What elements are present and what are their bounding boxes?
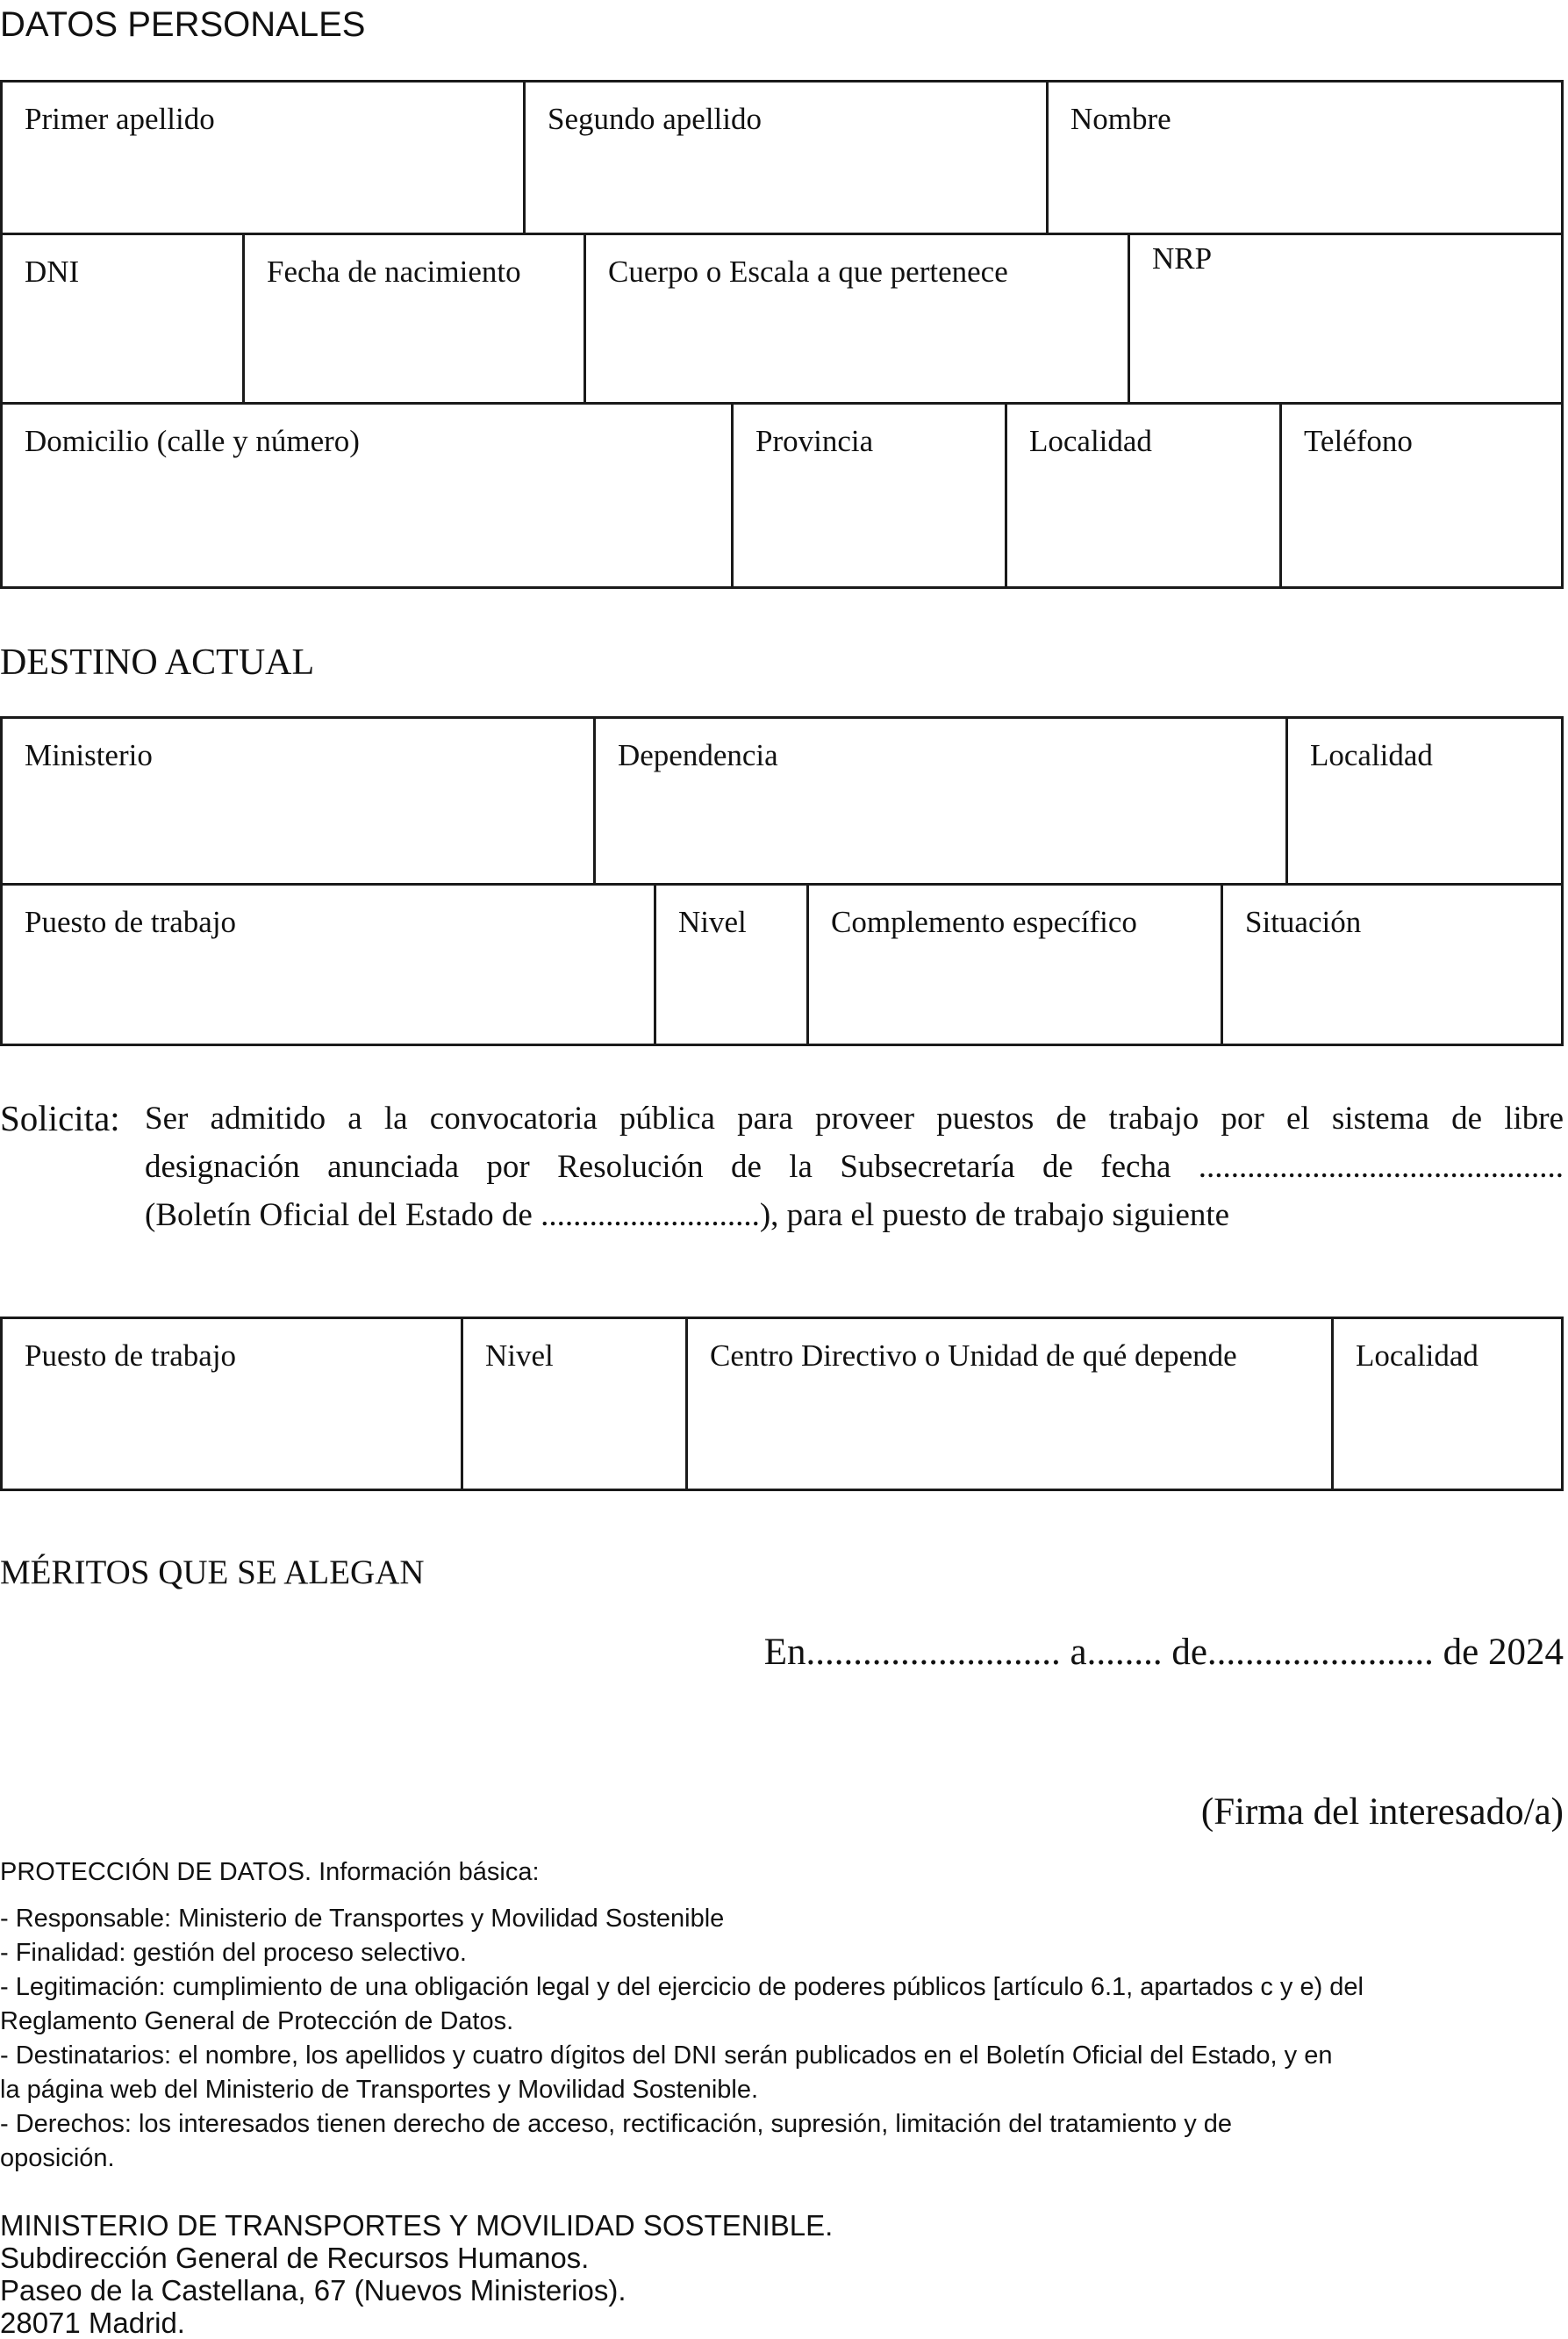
field-puesto-trabajo-solicitado[interactable] (2, 1318, 462, 1490)
proteccion-list (0, 1902, 1364, 2176)
field-localidad-destino[interactable] (1287, 718, 1563, 885)
field-label: Localidad (1310, 738, 1433, 772)
proteccion-line: - Legitimación: cumplimiento de una obligación legal y del ejercicio de poderes públicos [artículo 6.1, apartados c y e) del (0, 1973, 1364, 2001)
field-label: Centro Directivo o Unidad de qué depende (710, 1338, 1237, 1373)
field-ministerio[interactable] (2, 718, 595, 885)
field-centro-directivo[interactable] (687, 1318, 1333, 1490)
field-label: NRP (1152, 241, 1213, 276)
direccion-line: 28071 Madrid. (0, 2307, 185, 2339)
field-primer-apellido[interactable] (2, 82, 525, 234)
field-dni[interactable] (2, 234, 244, 404)
field-label: Nombre (1070, 102, 1171, 136)
proteccion-line: Reglamento General de Protección de Datos. (0, 2007, 514, 2035)
field-situacion[interactable] (1222, 885, 1563, 1045)
firma-label: (Firma del interesado/a) (1200, 1791, 1564, 1833)
field-label: Ministerio (25, 738, 153, 772)
solicita-line-3: (Boletín Oficial del Estado de ...........................), para el puesto de trabajo siguiente (145, 1197, 1230, 1233)
field-label: Nivel (678, 905, 747, 939)
field-nivel-solicitado[interactable] (462, 1318, 687, 1490)
proteccion-line: la página web del Ministerio de Transportes y Movilidad Sostenible. (0, 2076, 759, 2104)
solicita-label: Solicita: (0, 1098, 120, 1138)
direccion-block (0, 2209, 833, 2339)
field-label: Localidad (1029, 424, 1152, 458)
proteccion-line: - Derechos: los interesados tienen derecho de acceso, rectificación, supresión, limitación del tratamiento y de (0, 2110, 1233, 2138)
field-label: Puesto de trabajo (25, 1338, 237, 1373)
direccion-line: Subdirección General de Recursos Humanos. (0, 2242, 590, 2274)
field-domicilio[interactable] (2, 404, 733, 588)
puesto-solicitado-row (0, 1317, 1564, 1491)
field-label: Fecha de nacimiento (267, 255, 521, 289)
proteccion-line: - Finalidad: gestión del proceso selectivo. (0, 1939, 467, 1967)
proteccion-title: PROTECCIÓN DE DATOS. Información básica: (0, 1858, 540, 1886)
field-segundo-apellido[interactable] (525, 82, 1048, 234)
fecha-line: En........................... a........ de........................ de 2024 (763, 1632, 1564, 1673)
field-label: Cuerpo o Escala a que pertenece (608, 255, 1008, 289)
field-puesto-trabajo-actual[interactable] (2, 885, 655, 1045)
field-localidad[interactable] (1006, 404, 1281, 588)
field-fecha-nacimiento[interactable] (244, 234, 585, 404)
direccion-line: MINISTERIO DE TRANSPORTES Y MOVILIDAD SOSTENIBLE. (0, 2209, 834, 2242)
section-title-destino-actual: DESTINO ACTUAL (0, 642, 315, 683)
field-label: DNI (25, 255, 80, 289)
proteccion-line: - Destinatarios: el nombre, los apellidos y cuatro dígitos del DNI serán publicados en el Boletín Oficial del Estado, y en (0, 2041, 1333, 2070)
proteccion-line: - Responsable: Ministerio de Transportes y Movilidad Sostenible (0, 1905, 725, 1933)
section-title-datos-personales: DATOS PERSONALES (0, 5, 366, 44)
section-title-meritos: MÉRITOS QUE SE ALEGAN (0, 1553, 425, 1591)
field-label: Localidad (1356, 1338, 1479, 1373)
field-label: Teléfono (1304, 424, 1413, 458)
field-label: Primer apellido (25, 102, 215, 136)
solicita-line-2: designación anunciada por Resolución de la Subsecretaría de fecha ............................................. (145, 1149, 1564, 1185)
direccion-line: Paseo de la Castellana, 67 (Nuevos Ministerios). (0, 2274, 626, 2307)
field-cuerpo-escala[interactable] (585, 234, 1129, 404)
field-telefono[interactable] (1281, 404, 1563, 588)
field-label: Situación (1245, 905, 1362, 939)
destino-actual-row-2 (0, 883, 1564, 1046)
solicita-line-1: Ser admitido a la convocatoria pública para proveer puestos de trabajo por el sistema de libre (145, 1101, 1564, 1137)
destino-actual-row-1 (0, 716, 1564, 886)
proteccion-line: oposición. (0, 2144, 115, 2172)
field-label: Domicilio (calle y número) (25, 424, 360, 458)
field-localidad-solicitado[interactable] (1333, 1318, 1563, 1490)
field-label: Nivel (485, 1338, 554, 1373)
field-complemento-especifico[interactable] (808, 885, 1222, 1045)
field-label: Complemento específico (831, 905, 1137, 939)
field-label: Puesto de trabajo (25, 905, 237, 939)
field-label: Dependencia (618, 738, 778, 772)
field-label: Segundo apellido (548, 102, 762, 136)
field-label: Provincia (755, 424, 874, 458)
datos-personales-row-1 (0, 80, 1564, 235)
field-dependencia[interactable] (595, 718, 1287, 885)
field-nombre[interactable] (1048, 82, 1563, 234)
field-nrp[interactable] (1129, 234, 1563, 404)
field-nivel-actual[interactable] (655, 885, 808, 1045)
field-provincia[interactable] (733, 404, 1006, 588)
datos-personales-row-3 (0, 402, 1564, 589)
datos-personales-row-2 (0, 233, 1564, 405)
